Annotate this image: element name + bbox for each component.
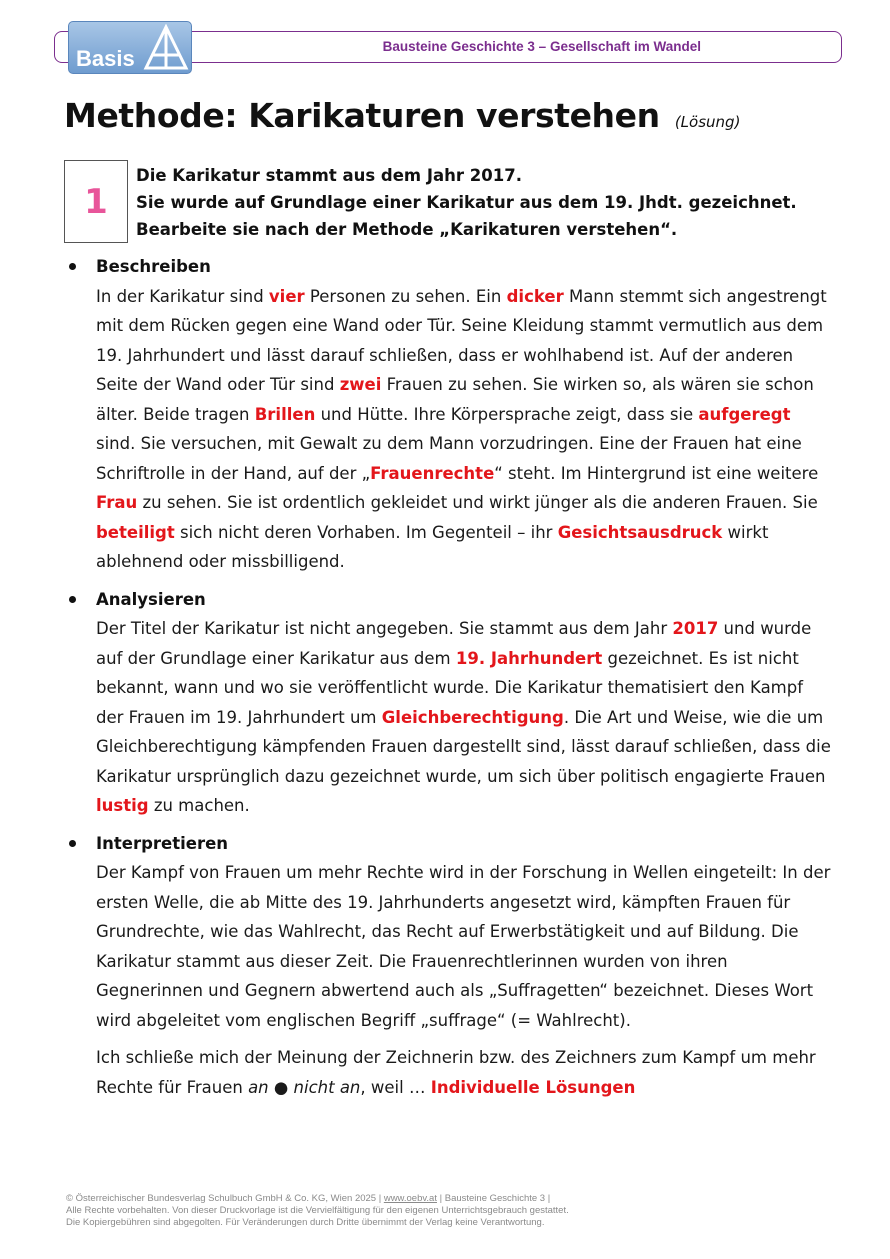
text-run: “ steht. Im Hintergrund ist eine weitere <box>494 463 819 483</box>
text-run: Mann stemmt sich angestrengt mit dem Rücken gegen eine Wand oder Tür. Seine Kleidung stammt vermutlich aus dem 19. Jahrhundert und lässt darauf schließen, dass er wohlhabend ist. Auf der anderen Seite der Wand oder Tür sind <box>96 286 827 394</box>
highlight-answer: Gesichtsausdruck <box>557 522 723 542</box>
highlight-answer: beteiligt <box>96 522 175 542</box>
text-run: zu machen. <box>148 796 250 815</box>
task-line: Bearbeite sie nach der Methode „Karikaturen verstehen“. <box>136 220 678 239</box>
highlight-answer: aufgeregt <box>698 404 791 424</box>
section-describe <box>64 252 834 577</box>
publisher-link[interactable]: www.oebv.at <box>383 1193 437 1204</box>
text-run: zu sehen. Sie ist ordentlich gekleidet und wirkt jünger als die anderen Frauen. Sie <box>137 493 818 512</box>
highlight-answer: Gleichberechtigung <box>381 707 564 727</box>
bullet-icon <box>69 840 76 847</box>
section-heading: Interpretieren <box>96 833 229 853</box>
footer-line: Die Kopiergebühren sind abgegolten. Für Veränderungen durch Dritte übernimmt der Verlag keine Verantwortung. <box>66 1217 545 1228</box>
closing-lead: Ich schließe mich der Meinung der Zeichnerin bzw. des Zeichners zum Kampf um mehr Rechte für Frauen <box>96 1048 816 1097</box>
highlight-answer: vier <box>268 286 305 306</box>
option-an: an <box>248 1077 269 1097</box>
text-run: Frauen zu sehen. Sie wirken so, als wären sie schon älter. Beide tragen <box>96 375 814 424</box>
option-separator: ● <box>268 1077 294 1097</box>
option-nicht-an: nicht an <box>293 1077 361 1097</box>
highlight-answer: 2017 <box>672 619 719 638</box>
highlight-answer: Frauenrechte <box>370 463 495 483</box>
text-run: sind. Sie versuchen, mit Gewalt zu dem Mann vorzudringen. Eine der Frauen hat eine Schriftrolle in der Hand, auf der „ <box>96 434 802 483</box>
section-analyze <box>64 585 834 821</box>
section-body <box>96 282 834 577</box>
task-line: Die Karikatur stammt aus dem Jahr 2017. <box>136 166 522 185</box>
series-title: Bausteine Geschichte 3 – Gesellschaft im Wandel <box>382 39 701 54</box>
task-instructions <box>136 162 826 243</box>
footer-copyright: © Österreichischer Bundesverlag Schulbuch GmbH & Co. KG, Wien 2025 | <box>66 1193 384 1204</box>
highlight-answer: zwei <box>339 375 382 394</box>
text-run: In der Karikatur sind <box>96 286 269 306</box>
section-body <box>96 614 834 821</box>
closing-middle: , weil … <box>360 1077 431 1097</box>
section-heading: Analysieren <box>96 589 206 609</box>
logo-text: Basis <box>76 46 135 71</box>
highlight-answer: Individuelle Lösungen <box>430 1077 636 1097</box>
closing-statement <box>64 1043 834 1102</box>
footer-line <box>66 1193 846 1205</box>
text-run: gezeichnet. Es ist nicht bekannt, wann und wo sie veröffentlicht wurde. Die Karikatur thematisiert den Kampf der Frauen im 19. Jahrhundert um <box>96 648 804 727</box>
text-run: und wurde auf der Grundlage einer Karikatur aus dem <box>96 619 812 668</box>
text-run: wirkt ablehnend oder missbilligend. <box>96 522 769 571</box>
highlight-answer: dicker <box>506 286 564 306</box>
footer-book: | Bausteine Geschichte 3 | <box>436 1193 551 1204</box>
task-line: Sie wurde auf Grundlage einer Karikatur aus dem 19. Jhdt. gezeichnet. <box>136 193 797 212</box>
highlight-answer: 19. Jahrhundert <box>455 648 603 668</box>
highlight-answer: Frau <box>96 493 138 512</box>
text-run: . Die Art und Weise, wie die um Gleichberechtigung kämpfenden Frauen dargestellt sind, lässt darauf schließen, dass die Karikatur ursprünglich dazu gezeichnet wurde, um sich über politisch engagierte Frauen <box>96 707 831 786</box>
text-run: Der Titel der Karikatur ist nicht angegeben. Sie stammt aus dem Jahr <box>96 619 673 638</box>
section-interpret <box>64 829 834 1036</box>
footer-line: Alle Rechte vorbehalten. Von dieser Druckvorlage ist die Vervielfältigung für den eigenen Unterrichtsgebrauch gestattet. <box>66 1205 569 1216</box>
highlight-answer: lustig <box>96 796 149 815</box>
footer <box>66 1193 846 1229</box>
text-run: Personen zu sehen. Ein <box>304 286 507 306</box>
text-run: und Hütte. Ihre Körpersprache zeigt, dass sie <box>315 404 699 424</box>
bullet-icon <box>69 263 76 270</box>
solution-content <box>64 252 834 1102</box>
text-run: sich nicht deren Vorhaben. Im Gegenteil – ihr <box>174 522 558 542</box>
page-title <box>64 96 740 135</box>
section-body: Der Kampf von Frauen um mehr Rechte wird in der Forschung in Wellen eingeteilt: In der ersten Welle, die ab Mitte des 19. Jahrhunderts angesetzt wird, kämpften Frauen für Grundrechte, wie das Wahlrecht, das Recht auf Erwerbstätigkeit und auf Bildung. Die Karikatur stammt aus dieser Zeit. Die Frauenrechtlerinnen wurden von ihren Gegnerinnen und Gegnern abwertend auch als „Suffragetten“ bezeichnet. Dieses Wort wird abgeleitet vom englischen Begriff „suffrage“ (= Wahlrecht). <box>96 863 831 1030</box>
basis-logo <box>68 21 192 74</box>
bullet-icon <box>69 596 76 603</box>
highlight-answer: Brillen <box>254 404 316 424</box>
page-title-subtitle: (Lösung) <box>674 113 741 131</box>
task-number-box <box>64 160 128 243</box>
section-heading: Beschreiben <box>96 257 211 276</box>
triangle-logo-icon <box>143 24 189 72</box>
page-title-main: Methode: Karikaturen verstehen <box>64 96 660 135</box>
task-number: 1 <box>84 181 108 222</box>
